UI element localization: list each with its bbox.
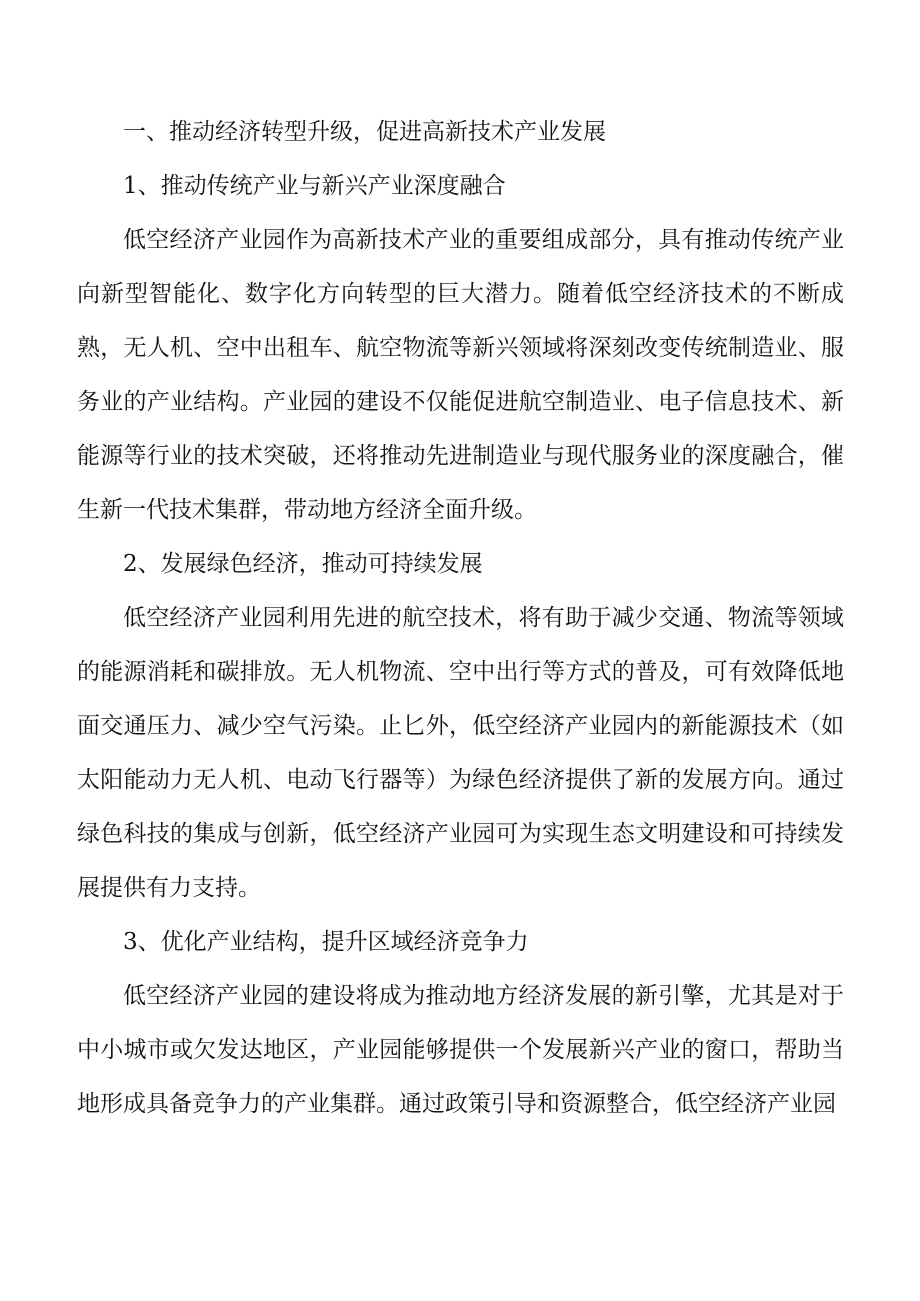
subsection-body-1: 低空经济产业园作为高新技术产业的重要组成部分，具有推动传统产业向新型智能化、数字化方向转型的巨大潜力。随着低空经济技术的不断成熟，无人机、空中出租车、航空物流等新兴领域将深刻改变传统制造业、服务业的产业结构。产业园的建设不仅能促进航空制造业、电子信息技术、新能源等行业的技术突破，还将推动先进制造业与现代服务业的深度融合，催生新一代技术集群，带动地方经济全面升级。 — [77, 227, 844, 523]
subsection-heading-2: 2、发展绿色经济，推动可持续发展 — [123, 551, 483, 577]
subsection-heading-3: 3、优化产业结构，提升区域经济竞争力 — [123, 929, 529, 955]
section-title: 一、推动经济转型升级，促进高新技术产业发展 — [123, 119, 606, 145]
subsection-body-2: 低空经济产业园利用先进的航空技术，将有助于减少交通、物流等领域的能源消耗和碳排放。无人机物流、空中出行等方式的普及，可有效降低地面交通压力、减少空气污染。止匕外，低空经济产业园内的新能源技术（如太阳能动力无人机、电动飞行器等）为绿色经济提供了新的发展方向。通过绿色科技的集成与创新，低空经济产业园可为实现生态文明建设和可持续发展提供有力支持。 — [77, 605, 844, 901]
subsection-body-3: 低空经济产业园的建设将成为推动地方经济发展的新引擎，尤其是对于中小城市或欠发达地区，产业园能够提供一个发展新兴产业的窗口，帮助当地形成具备竞争力的产业集群。通过政策引导和资源整合，低空经济产业园 — [77, 983, 844, 1117]
subsection-heading-1: 1、推动传统产业与新兴产业深度融合 — [123, 173, 506, 199]
